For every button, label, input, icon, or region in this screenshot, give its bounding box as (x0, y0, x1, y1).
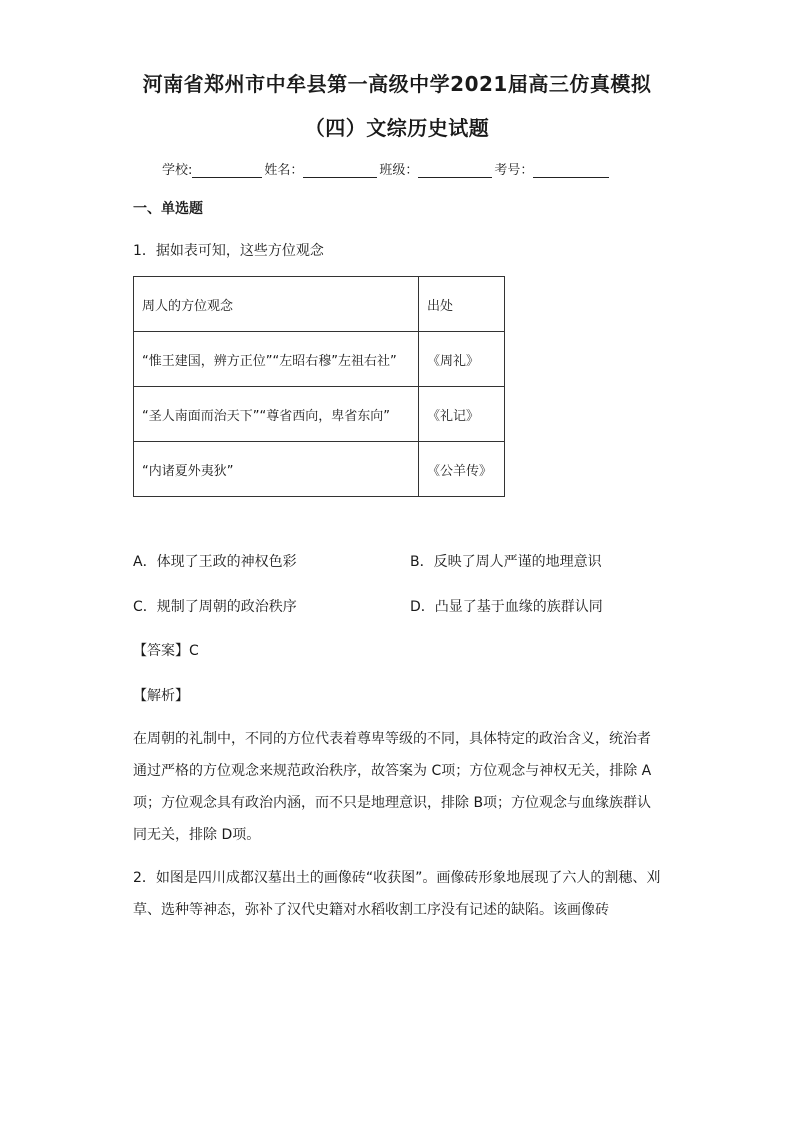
name-blank (303, 163, 377, 178)
analysis-line: 通过严格的方位观念来规范政治秩序，故答案为 C项；方位观念与神权无关，排除 A (133, 763, 652, 779)
question-1-stem: 1．据如表可知，这些方位观念 (133, 243, 324, 259)
option-c: C．规制了周朝的政治秩序 (133, 599, 297, 615)
table-cell: “圣人南面而治天下”“尊省西向，卑省东向” (134, 387, 419, 442)
school-blank (192, 163, 262, 178)
question-2-stem-line: 草、选种等神态，弥补了汉代史籍对水稻收割工序没有记述的缺陷。该画像砖 (133, 902, 609, 918)
table-cell: 《周礼》 (419, 332, 505, 387)
class-label: 班级： (379, 163, 419, 178)
table-cell: 《礼记》 (419, 387, 505, 442)
student-info-line (162, 159, 611, 178)
table-cell: “惟王建国，辨方正位”“左昭右穆”左祖右社” (134, 332, 419, 387)
option-d: D．凸显了基于血缘的族群认同 (410, 599, 603, 615)
table-header-cell: 周人的方位观念 (134, 277, 419, 332)
exam-title-line-2: （四）文综历史试题 (304, 116, 490, 140)
name-label: 姓名： (264, 163, 304, 178)
analysis-line: 同无关，排除 D项。 (133, 827, 261, 843)
section-heading: 一、单选题 (133, 201, 203, 217)
option-a: A．体现了王政的神权色彩 (133, 554, 297, 570)
analysis-line: 在周朝的礼制中，不同的方位代表着尊卑等级的不同，具体特定的政治含义，统治者 (133, 731, 651, 747)
analysis-line: 项；方位观念具有政治内涵，而不只是地理意识，排除 B项；方位观念与血缘族群认 (133, 795, 652, 811)
table-row (134, 332, 505, 387)
exam-title-line-1: 河南省郑州市中牟县第一高级中学2021届高三仿真模拟 (142, 72, 652, 96)
analysis-heading: 【解析】 (133, 688, 189, 704)
answer-line: 【答案】C (133, 643, 199, 659)
option-b: B．反映了周人严谨的地理意识 (410, 554, 602, 570)
id-label: 考号： (494, 163, 534, 178)
table-row (134, 442, 505, 497)
school-label: 学校: (162, 163, 193, 178)
source-table (133, 276, 505, 497)
id-blank (533, 163, 609, 178)
table-row (134, 387, 505, 442)
question-2-stem-line: 2．如图是四川成都汉墓出土的画像砖“收获图”。画像砖形象地展现了六人的割穗、刈 (133, 870, 661, 886)
table-header-cell: 出处 (419, 277, 505, 332)
table-header-row (134, 277, 505, 332)
table-cell: “内诸夏外夷狄” (134, 442, 419, 497)
class-blank (418, 163, 492, 178)
table-cell: 《公羊传》 (419, 442, 505, 497)
